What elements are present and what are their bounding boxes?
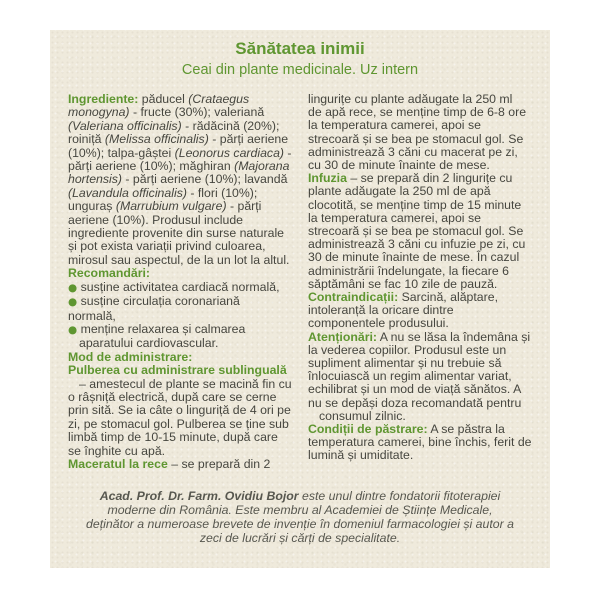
text-line: prin sită. Se ia câte o linguriță de 4 ori pe	[68, 403, 291, 418]
text-line: la temperatura camerei, apoi se	[308, 210, 481, 225]
text-segment: Sarcină, alăptare,	[398, 290, 498, 305]
text-line: și pot exista variații privind culoarea,	[68, 239, 266, 254]
text-line	[68, 364, 302, 377]
text-line: cu 30 de minute înainte de mese.	[308, 158, 490, 173]
infusion-heading: Infuzia	[308, 171, 347, 186]
text-segment: – se prepară din 2	[167, 456, 271, 471]
text-line: consumul zilnic.	[319, 408, 406, 423]
text-line: – amestecul de plante se macină fin cu	[79, 376, 292, 391]
text-segment: A nu se lăsa la îndemâna și	[377, 329, 531, 344]
contraindications-heading: Contraindicații:	[308, 290, 399, 305]
bullet-item	[68, 323, 302, 337]
footer-line	[50, 489, 550, 503]
text-segment: păducel	[138, 92, 189, 106]
text-line: administrează 3 căni cu infuzie pe zi, cu	[308, 237, 526, 252]
label-title: Sănătatea inimii	[235, 39, 365, 58]
latin-name: monogyna)	[68, 105, 130, 120]
latin-name: (Melissa officinalis)	[104, 132, 209, 147]
recommendations-heading: Recomandări:	[68, 266, 151, 281]
text-segment: susține activitatea cardiacă normală,	[77, 279, 280, 294]
text-line: săptămâni se fac 10 zile de pauză.	[308, 276, 498, 291]
cold-macerate-heading: Maceratul la rece	[68, 456, 168, 471]
text-segment: - flori (10%);	[186, 185, 258, 200]
text-line: aparatului cardiovascular.	[79, 336, 219, 351]
author-name: Acad. Prof. Dr. Farm. Ovidiu Bojor	[99, 489, 299, 503]
text-segment: părți aeriene (10%); măghiran	[68, 159, 235, 174]
text-line: normală,	[68, 308, 116, 323]
text-segment: A se păstra la	[427, 422, 505, 437]
sublingual-powder-heading: Pulberea cu administrare sublinguală	[68, 363, 287, 378]
text-line	[68, 106, 302, 119]
text-segment: - părți aeriene	[208, 132, 289, 147]
text-line	[68, 147, 302, 160]
ingredients-heading: Ingrediente:	[68, 92, 139, 106]
text-line: temperatura camerei, bine închis, ferit de	[308, 435, 532, 450]
text-segment: – se prepară din 2 lingurițe cu	[346, 171, 513, 186]
latin-name: (Marrubium vulgare)	[115, 199, 227, 214]
text-segment: este unul dintre fondatorii fitoterapiei	[298, 489, 501, 503]
text-line: ingrediente provenite din surse naturale	[68, 226, 285, 241]
bullet-item	[68, 295, 302, 309]
text-segment: - părți	[226, 199, 262, 214]
text-line: aeriene (10%). Produsul include	[68, 212, 243, 227]
text-line: nu se depăși doza recomandată pentru	[308, 395, 522, 410]
text-line: la vederea copiilor. Produsul este un	[308, 342, 507, 357]
text-segment: roiniță	[68, 132, 105, 147]
text-line: lumină și umiditate.	[308, 448, 414, 463]
right-column	[308, 93, 544, 463]
text-line	[68, 458, 302, 471]
text-segment: -	[284, 145, 292, 160]
text-line: o râșniță electrică, după care se cerne	[68, 389, 277, 404]
text-line: intoleranță la oricare dintre	[308, 303, 454, 318]
warnings-heading: Atenționări:	[308, 329, 377, 344]
latin-name: (Leonorus cardiaca)	[174, 145, 285, 160]
latin-name: (Majorana	[234, 159, 290, 174]
text-line: supliment alimentar și nu trebuie să	[308, 356, 502, 371]
text-line	[308, 331, 544, 344]
text-line: lingurițe cu plante adăugate la 250 ml	[308, 92, 513, 106]
text-line	[68, 120, 302, 133]
text-line	[68, 200, 302, 213]
text-line: administrării îndelungate, la fiecare 6	[308, 263, 509, 278]
text-line	[68, 187, 302, 200]
text-line: echilibrat și un mod de viață sănătos. A	[308, 382, 522, 397]
text-segment: (10%); talpa-gâștei	[68, 145, 175, 160]
text-line: clocotită, se menține timp de 15 minute	[308, 197, 522, 212]
storage-heading: Condiții de păstrare:	[308, 422, 428, 437]
left-column	[68, 93, 302, 471]
footer-line: zeci de lucrări și cărți de specialitate.	[199, 531, 401, 545]
label-subtitle: Ceai din plante medicinale. Uz intern	[181, 62, 419, 78]
bullet-item	[68, 281, 302, 295]
latin-name: (Valeriana officinalis)	[68, 118, 182, 133]
text-line	[68, 93, 302, 106]
text-line: componentele produsului.	[308, 316, 449, 331]
latin-name: hortensis)	[68, 172, 122, 187]
bullet-icon: ●	[68, 281, 78, 294]
text-line	[68, 173, 302, 186]
text-line: mirosul sau aspectul, de la un lot la altul.	[68, 252, 290, 267]
text-line	[68, 133, 302, 146]
text-line: plante adăugate la 250 ml de apă	[308, 184, 491, 199]
text-line: la temperatura camerei, apoi se	[308, 118, 481, 133]
author-note	[50, 489, 550, 545]
footer-line: moderne din România. Este membru al Academiei de Științe Medicale,	[107, 503, 493, 517]
text-segment: - rădăcină (20%);	[181, 118, 280, 133]
latin-name: (Crataegus	[188, 92, 250, 106]
text-line	[68, 160, 302, 173]
text-line: 30 de minute înainte de mese. În cazul	[308, 250, 520, 265]
text-line: zi, pe stomacul gol. Pulberea se ține sub	[68, 416, 289, 431]
administration-heading: Mod de administrare:	[68, 349, 193, 364]
text-line: se înghite cu apă.	[68, 443, 166, 458]
text-line: de apă rece, se menține timp de 6-8 ore	[308, 105, 527, 120]
text-line	[68, 267, 302, 280]
bullet-icon: ●	[68, 323, 78, 336]
bullet-icon: ●	[68, 296, 78, 309]
text-segment: unguraș	[68, 199, 116, 214]
text-line	[68, 351, 302, 364]
text-line: administrează 3 căni cu macerat pe zi,	[308, 144, 518, 159]
text-line: înlocuiască un regim alimentar variat,	[308, 369, 512, 384]
text-segment: susține circulația coronariană	[77, 294, 240, 309]
text-line: limbă timp de 10-15 minute, după care	[68, 430, 278, 445]
text-line: strecoară și se bea pe stomacul gol. Se	[308, 131, 524, 146]
text-segment: menține relaxarea și calmarea	[77, 321, 246, 336]
text-segment: - fructe (30%); valeriană	[129, 105, 265, 120]
footer-line: deținător a numeroase brevete de invenție în domeniul farmacologiei și autor a	[86, 517, 514, 531]
latin-name: (Lavandula officinalis)	[68, 185, 187, 200]
text-segment: - părți aeriene (10%); lavandă	[122, 172, 288, 187]
text-line: strecoară și se bea pe stomacul gol. Se	[308, 224, 524, 239]
